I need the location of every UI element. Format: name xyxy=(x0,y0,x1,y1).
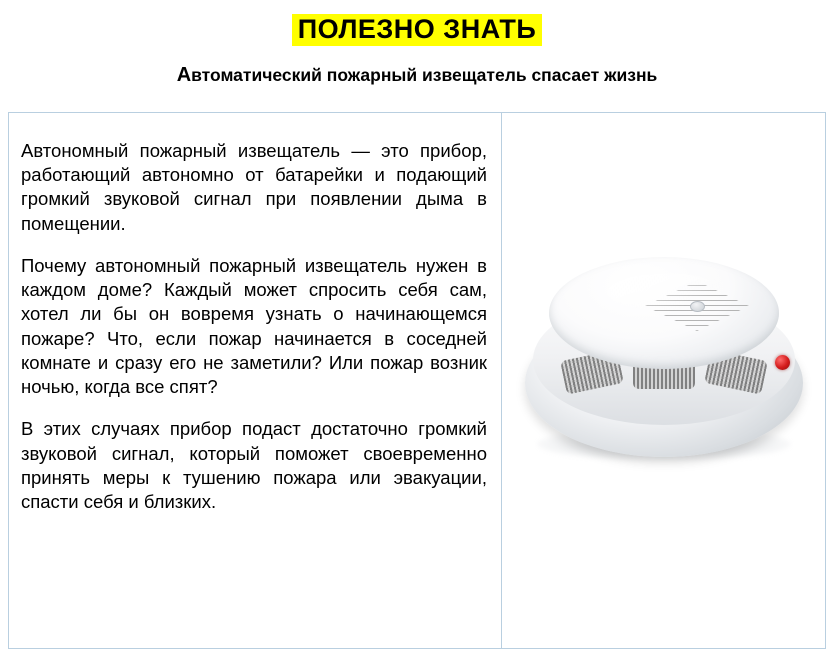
page-subtitle xyxy=(0,63,834,87)
detector-body xyxy=(519,251,809,461)
subtitle-text: втоматический пожарный извещатель спасает жизнь xyxy=(191,65,658,86)
paragraph-2: Почему автономный пожарный извещатель нужен в каждом доме? Каждый может спросить себя сам, хотел ли бы он вовремя узнать о начинающемся пожаре? Что, если пожар начинается в соседней комнате и сразу его не заметили? Или пожар возник ночью, когда все спят? xyxy=(21,254,487,398)
subtitle-initial: А xyxy=(176,64,192,87)
content-columns xyxy=(9,113,825,648)
content-frame xyxy=(8,112,826,649)
paragraph-3: В этих случаях прибор подаст достаточно громкий звуковой сигнал, который поможет своевременно принять меры к тушению пожара или эвакуации, спасти себя и близких. xyxy=(21,418,487,513)
image-column xyxy=(501,113,825,648)
smoke-detector-image xyxy=(501,113,826,648)
column-divider xyxy=(501,113,502,648)
smoke-detector-graphic xyxy=(509,241,819,491)
page-title: ПОЛЕЗНО ЗНАТЬ xyxy=(292,14,543,46)
detector-highlight xyxy=(607,273,727,311)
header xyxy=(0,0,834,87)
paragraph-1: Автономный пожарный извещатель — это прибор, работающий автономно от батарейки и подающий громкий звуковой сигнал при появлении дыма в помещении. xyxy=(21,140,487,234)
detector-top-cap xyxy=(549,257,779,369)
text-column xyxy=(9,113,501,648)
led-indicator-icon xyxy=(775,355,790,370)
